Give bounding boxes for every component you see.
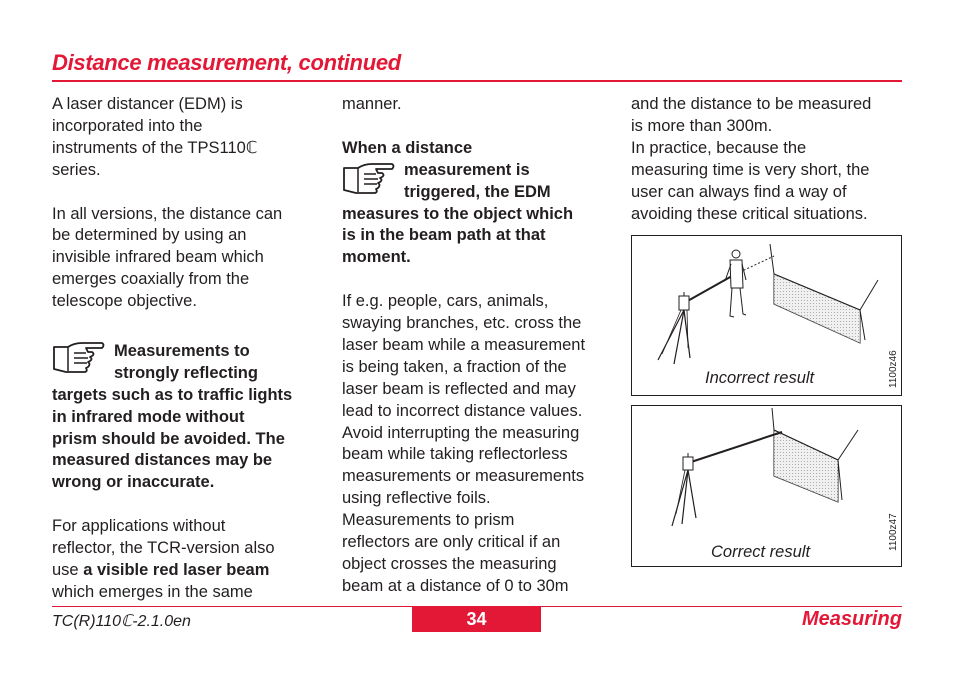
interruption-line: If e.g. people, cars, animals, [342, 292, 549, 311]
intro-line: incorporated into the [52, 116, 203, 135]
document-code: TC(R)110ℂ-2.1.0en [52, 613, 191, 630]
page-title: Distance measurement, continued [52, 50, 401, 75]
figure-code: 1100z46 [888, 350, 899, 388]
interruption-line: laser beam is reflected and may [342, 379, 576, 398]
note-line: triggered, the EDM [404, 182, 551, 201]
reflecting-targets-note [52, 335, 330, 494]
note-line: is in the beam path at that [342, 226, 546, 245]
interruption-line: beam at a distance of 0 to 30m [342, 576, 569, 595]
figure-code: 1100z47 [888, 513, 899, 551]
note-line: targets such as to traffic lights [52, 385, 293, 404]
versions-line: be determined by using an [52, 226, 247, 245]
note-line: prism should be avoided. The [52, 429, 285, 448]
red-laser-emphasis: a visible red laser beam [83, 560, 270, 579]
interruption-line: using reflective foils. [342, 489, 491, 508]
intro-line: instruments of the TPS110ℂ [52, 138, 258, 157]
practice-line: and the distance to be measured [631, 95, 872, 113]
interruption-line: Avoid interrupting the measuring [342, 423, 580, 442]
interruption-line: lead to incorrect distance values. [342, 401, 583, 420]
note-line: strongly reflecting [114, 363, 258, 382]
applications-line: For applications without [52, 517, 226, 536]
manner-line: manner. [342, 95, 402, 113]
figure-caption: Incorrect result [705, 369, 815, 387]
note-line: When a distance [342, 138, 473, 157]
interruption-line: is being taken, a fraction of the [342, 357, 567, 376]
practice-line: measuring time is very short, the [631, 160, 870, 179]
interruption-line: object crosses the measuring [342, 555, 557, 573]
column-2 [342, 94, 620, 598]
page-number: 34 [412, 607, 541, 632]
figure-incorrect-result [631, 235, 902, 396]
applications-line [52, 560, 330, 582]
note-line: in infrared mode without [52, 407, 245, 426]
practice-line: In practice, because the [631, 138, 807, 157]
versions-line: In all versions, the distance can [52, 204, 283, 223]
figure-caption: Correct result [711, 543, 811, 561]
interruption-line: measurements or measurements [342, 467, 585, 486]
note-line: wrong or inaccurate. [52, 473, 215, 492]
versions-line: telescope objective. [52, 292, 197, 311]
note-line: moment. [342, 248, 411, 267]
intro-line: A laser distancer (EDM) is [52, 95, 243, 113]
header-rule [52, 80, 902, 82]
figure-correct-result [631, 405, 902, 567]
intro-line: series. [52, 160, 101, 179]
pointing-hand-icon [342, 162, 396, 196]
note-line: measurement is [404, 160, 530, 179]
versions-line: invisible infrared beam which [52, 248, 264, 267]
interruption-line: reflectors are only critical if an [342, 533, 561, 552]
interruption-line: Measurements to prism [342, 511, 515, 530]
section-name: Measuring [801, 608, 902, 630]
column-1 [52, 94, 330, 604]
practice-line: is more than 300m. [631, 116, 773, 135]
versions-line: emerges coaxially from the [52, 270, 250, 289]
pointing-hand-icon [52, 341, 106, 375]
note-line: measures to the object which [342, 204, 574, 223]
practice-line: user can always find a way of [631, 182, 847, 201]
interruption-line: swaying branches, etc. cross the [342, 314, 582, 333]
correct-result-illustration [632, 406, 901, 566]
note-line: Measurements to [114, 341, 250, 360]
interruption-line: laser beam while a measurement [342, 335, 586, 354]
interruption-line: beam while taking reflectorless [342, 445, 568, 464]
beam-path-note [342, 138, 620, 269]
use-word: use [52, 560, 84, 579]
applications-line: which emerges in the same [52, 582, 253, 601]
practice-line: avoiding these critical situations. [631, 204, 868, 223]
applications-line: reflector, the TCR-version also [52, 539, 275, 558]
note-line: measured distances may be [52, 451, 273, 470]
column-3 [631, 94, 903, 225]
